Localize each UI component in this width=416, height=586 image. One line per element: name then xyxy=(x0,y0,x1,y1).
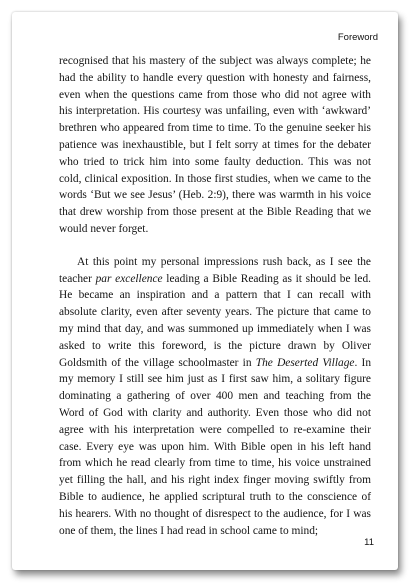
paragraph-2-text-c: . In my memory I still see him just as I first saw him, a solitary figure dominating a gathering of over 400 men and teaching from the Word of God with clarity and authority. Even those who did not agree with his interpretation were compelled to re-examine their case. Every eye was upon him. With Bible open in his left hand from which he read clearly from time to time, his voice unstrained yet filling the hall, and his right index finger moving swiftly from Bible to audience, he applied scriptural truth to the conscience of his hearers. With no thought of disrespect to the audience, for I was one of them, the lines I had read in school came to mind; xyxy=(59,356,372,537)
paragraph-1: recognised that his mastery of the subject was always complete; he had the ability to handle every question with honesty and fairness, even when the questions came from those who did not agree with his interpretation. His courtesy was unfailing, even with ‘awkward’ brethren who appeared from time to time. To the genuine seeker his patience was inexhaustible, but I felt sorry at times for the debater who tried to trick him into some faulty deduction. This was not cold, clinical exposition. In those first studies, when we came to the words ‘But we see Jesus’ (Heb. 2:9), there was warmth in his voice that drew worship from those present at the Bible Reading that we would never forget. xyxy=(59,55,371,235)
paragraph-2 xyxy=(59,254,371,540)
paragraph-2-text-a: At this point my personal impressions rush back, as I see the teacher xyxy=(59,255,371,285)
page-number: 11 xyxy=(364,537,374,548)
body-text xyxy=(59,53,371,539)
book-page xyxy=(12,12,398,570)
running-head: Foreword xyxy=(337,32,378,43)
italic-title-deserted-village: The Deserted Village xyxy=(255,356,355,369)
paragraph-2-text-b: leading a Bible Reading as it should be led. He became an inspiration and a pattern that I can recall with absolute clarity, even after seventy years. The picture that came to my mind that day, and was summoned up immediately when I was asked to write this foreword, is the picture drawn by Oliver Goldsmith of the village schoolmaster in xyxy=(59,272,372,369)
italic-phrase-par-excellence: par excellence xyxy=(95,272,163,285)
